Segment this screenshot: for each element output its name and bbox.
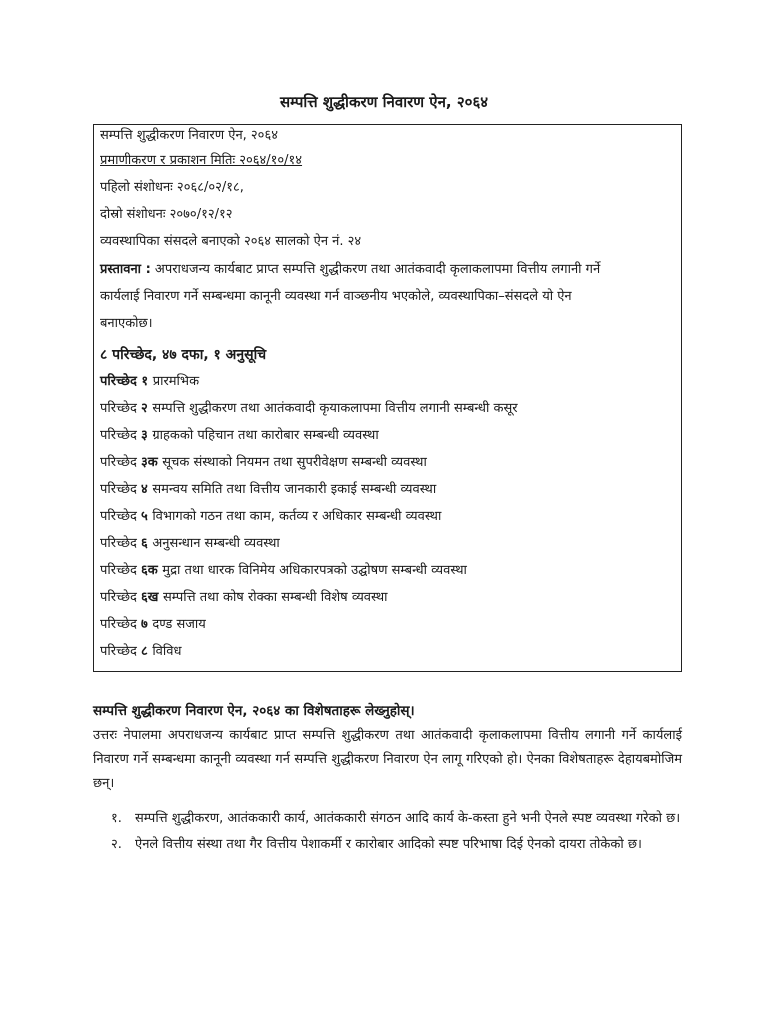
chapter-title: विविध xyxy=(152,644,182,659)
act-name: सम्पत्ति शुद्धीकरण निवारण ऐन, २०६४ xyxy=(100,128,278,143)
chapter-row xyxy=(100,373,199,391)
list-marker: २. xyxy=(111,837,122,852)
chapter-prefix: परिच्छेद xyxy=(100,482,142,497)
chapter-title: अनुसन्धान सम्बन्धी व्यवस्था xyxy=(152,536,280,551)
chapter-prefix: परिच्छेद xyxy=(100,428,142,443)
chapter-title: दण्ड सजाय xyxy=(152,617,206,632)
chapter-prefix: परिच्छेद xyxy=(100,401,142,416)
chapter-number: ७ xyxy=(141,617,153,632)
list-text: सम्पत्ति शुद्धीकरण, आतंककारी कार्य, आतंककारी संगठन आदि कार्य के-कस्ता हुने भनी ऐनले स्पष्ट व्यवस्था गरेको छ। xyxy=(135,811,681,826)
chapter-prefix: परिच्छेद xyxy=(100,374,142,389)
chapter-row xyxy=(100,589,388,607)
auth-date: प्रमाणीकरण र प्रकाशन मितिः २०६४/१०/१४ xyxy=(100,153,303,168)
amendment-2: दोस्रो संशोधनः २०७०/१२/१२ xyxy=(100,207,233,222)
act-info-box xyxy=(93,124,682,672)
chapter-number: ५ xyxy=(141,509,153,524)
feature-list xyxy=(93,806,682,858)
chapter-title: समन्वय समिति तथा वित्तीय जानकारी इकाई सम्बन्धी व्यवस्था xyxy=(152,482,437,497)
preamble-line-3: बनाएकोछ। xyxy=(100,316,153,331)
chapter-number: २ xyxy=(141,401,153,416)
chapter-prefix: परिच्छेद xyxy=(100,644,142,659)
chapter-prefix: परिच्छेद xyxy=(100,455,142,470)
list-marker: १. xyxy=(111,811,122,826)
chapter-row xyxy=(100,562,467,580)
chapter-prefix: परिच्छेद xyxy=(100,617,142,632)
preamble-line-1: अपराधजन्य कार्यबाट प्राप्त सम्पत्ति शुद्धीकरण तथा आतंकवादी कृलाकलापमा वित्तीय लगानी गर्ने xyxy=(154,262,601,277)
list-item xyxy=(93,806,682,832)
summary: ८ परिच्छेद, ४७ दफा, १ अनुसूचि xyxy=(100,347,267,363)
chapter-row xyxy=(100,616,206,634)
list-text: ऐनले वित्तीय संस्था तथा गैर वित्तीय पेशाकर्मी र कारोबार आदिको स्पष्ट परिभाषा दिई ऐनको दायरा तोकेको छ। xyxy=(135,837,642,852)
chapter-prefix: परिच्छेद xyxy=(100,536,142,551)
chapter-row xyxy=(100,508,441,526)
chapter-number: १ xyxy=(141,374,153,389)
chapter-prefix: परिच्छेद xyxy=(100,563,142,578)
answer-label: उत्तरः xyxy=(93,728,118,743)
list-item xyxy=(93,832,682,858)
answer-paragraph xyxy=(93,724,682,796)
chapter-number: ६क xyxy=(141,563,163,578)
chapter-number: ३क xyxy=(141,455,163,470)
preamble-line-2: कार्यलाई निवारण गर्ने सम्बन्धमा कानूनी व्यवस्था गर्न वाञ्छनीय भएकोले, व्यवस्थापिका–संसदले यो ऐन xyxy=(100,289,572,304)
chapter-row xyxy=(100,454,427,472)
chapter-row xyxy=(100,643,182,661)
chapter-title: सम्पत्ति शुद्धीकरण तथा आतंकवादी कृयाकलापमा वित्तीय लगानी सम्बन्धी कसूर xyxy=(152,401,518,416)
chapter-title: ग्राहकको पहिचान तथा कारोबार सम्बन्धी व्यवस्था xyxy=(152,428,379,443)
chapter-row xyxy=(100,481,436,499)
amendment-1: पहिलो संशोधनः २०६८/०२/१८, xyxy=(100,180,244,195)
chapter-row xyxy=(100,400,518,418)
chapter-number: ६ख xyxy=(141,590,163,605)
chapter-number: ६ xyxy=(141,536,153,551)
preamble-label: प्रस्तावना : xyxy=(100,262,151,277)
chapter-title: सम्पत्ति तथा कोष रोक्का सम्बन्धी विशेष व्यवस्था xyxy=(162,590,388,605)
page-title: सम्पत्ति शुद्धीकरण निवारण ऐन, २०६४ xyxy=(279,93,489,111)
chapter-title: मुद्रा तथा धारक विनिमेय अधिकारपत्रको उद्घोषण सम्बन्धी व्यवस्था xyxy=(162,563,467,578)
chapter-number: ४ xyxy=(141,482,153,497)
chapter-title: प्रारमभिक xyxy=(152,374,200,389)
chapter-prefix: परिच्छेद xyxy=(100,509,142,524)
question-heading: सम्पत्ति शुद्धीकरण निवारण ऐन, २०६४ का विशेषताहरू लेख्नुहोस्। xyxy=(93,703,415,719)
chapter-number: ३ xyxy=(141,428,153,443)
chapter-row xyxy=(100,427,379,445)
chapter-row xyxy=(100,535,280,553)
chapter-number: ८ xyxy=(141,644,153,659)
chapter-title: विभागको गठन तथा काम, कर्तव्य र अधिकार सम्बन्धी व्यवस्था xyxy=(152,509,442,524)
chapter-prefix: परिच्छेद xyxy=(100,590,142,605)
act-number: व्यवस्थापिका संसदले बनाएको २०६४ सालको ऐन नं. २४ xyxy=(100,234,362,249)
preamble xyxy=(100,256,674,337)
chapter-title: सूचक संस्थाको नियमन तथा सुपरीवेक्षण सम्बन्धी व्यवस्था xyxy=(162,455,427,470)
answer-text: नेपालमा अपराधजन्य कार्यबाट प्राप्त सम्पत्ति शुद्धीकरण तथा आतंकवादी कृलाकलापमा वित्तीय लगानी गर्ने कार्यलाई निवारण गर्ने सम्बन्धमा कानूनी व्यवस्था गर्न सम्पत्ति शुद्धीकरण निवारण ऐन लागू गरिएको हो। ऐनका विशेषताहरू देहायबमोजिम छन्। xyxy=(93,728,682,791)
